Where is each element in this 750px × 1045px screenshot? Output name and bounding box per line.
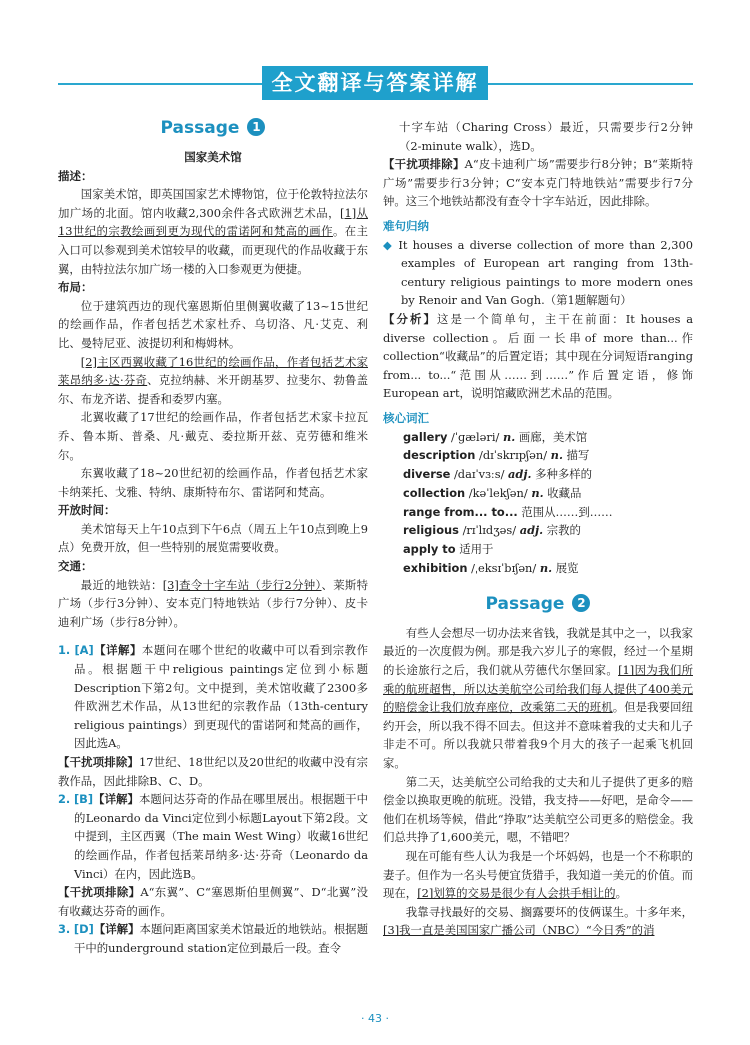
passage-label: Passage: [485, 593, 565, 614]
right-column: [383, 118, 693, 940]
question-2-distractors: 【干扰项排除】A“东翼”、C“塞恩斯伯里侧翼”、D“北翼”没有收藏达芬奇的画作。: [58, 885, 368, 918]
vocab-item: diverse /daɪˈvɜːs/ adj. 多种多样的: [403, 467, 593, 482]
question-3-distractors: 【干扰项排除】A“皮卡迪利广场”需要步行8分钟；B“莱斯特广场”需要步行3分钟；C“安本克门特地铁站”需要步行7分钟。这三个地铁站都没有查令十字车站近，因此排除。: [383, 157, 693, 209]
banner: [0, 66, 750, 102]
vocab-item: gallery /ˈɡæləri/ n. 画廊，美术馆: [403, 429, 588, 444]
question-2-explanation: 2. [B]【详解】本题问达芬奇的作品在哪里展出。根据题干中的Leonardo da Vinci定位到小标题Layout下第2段。文中提到，主区西翼（The main West Wing）收藏16世纪的绘画作品，作者包括莱昂纳多·达·芬奇（Leonardo da Vinci）在内，因此选B。: [58, 792, 368, 881]
banner-line-left: [58, 83, 262, 85]
hard-sentence-heading: 难句归纳: [383, 218, 429, 233]
layout-heading: 布局：: [58, 280, 93, 295]
layout-paragraph-3: 北翼收藏了17世纪的绘画作品，作者包括艺术家卡拉瓦乔、鲁本斯、普桑、凡·戴克、委拉斯开兹、克劳德和维米尔。: [58, 410, 368, 462]
page-title: 全文翻译与答案详解: [262, 66, 488, 100]
vocab-item: range from... to... 范围从……到……: [403, 504, 613, 519]
passage-2-paragraph-3: 现在可能有些人认为我是一个坏妈妈，也是一个不称职的妻子。但作为一名头号便宜货猎手，我知道一美元的价值。而现在，[2]划算的交易是很少有人会拱手相让的。: [383, 849, 693, 901]
bullet-diamond-icon: ◆: [383, 237, 394, 252]
page-number: · 43 ·: [361, 1012, 389, 1025]
passage-2-paragraph-2: 第二天，达美航空公司给我的丈夫和儿子提供了更多的赔偿金以换取更晚的航班。没错，我支持——好吧，是命令——他们在机场等候，借此“挣取”达美航空公司更多的赔偿金。我们总共挣了1,600美元，嗯，不错吧？: [383, 774, 693, 845]
vocab-item: exhibition /ˌeksɪˈbɪʃən/ n. 展览: [403, 561, 579, 576]
passage-number-badge: 1: [247, 118, 265, 136]
passage-1-title: 国家美术馆: [184, 150, 242, 164]
passage-2-heading: [383, 594, 693, 616]
vocab-list: [383, 428, 693, 578]
vocab-item: religious /rɪˈlɪdʒəs/ adj. 宗教的: [403, 523, 581, 538]
passage-2-paragraph-1: 有些人会想尽一切办法来省钱，我就是其中之一，以我家最近的一次度假为例。那是我六岁儿子的寒假，经过一个星期的长途旅行之后，我们就从劳德代尔堡回家。[1]因为我们所乘的航班超售，所以达美航空公司给我们每人提供了400美元的赔偿金让我们放弃座位，改乘第二天的班机。但是我要回纽约开会，所以我不得不回去。但这并不意味着我的丈夫和儿子非走不可。所以我就只带着我9个月大的孩子一起乘飞机回家。: [383, 625, 693, 771]
left-column: [58, 118, 368, 958]
vocab-item: apply to 适用于: [403, 542, 494, 557]
passage-2-paragraph-4: 我靠寻找最好的交易、搁露要坏的伎俩谋生。十多年来，[3]我一直是美国国家广播公司（NBC）“今日秀”的消: [383, 904, 693, 938]
description-text: 国家美术馆，即英国国家艺术博物馆，位于伦敦特拉法尔加广场的北面。馆内收藏2,300余件各式欧洲艺术品，[1]从13世纪的宗教绘画到更为现代的雷诺阿和梵高的画作。在主入口可以参观到美术馆较早的收藏，而更现代的作品收藏于东翼，由特拉法尔加广场一楼的入口参观更为便捷。: [58, 187, 368, 276]
passage-1-heading: [58, 118, 368, 140]
passage-label: Passage: [160, 118, 240, 138]
hours-text: 美术馆每天上午10点到下午6点（周五上午10点到晚上9点）免费开放，但一些特别的展览需要收费。: [58, 521, 368, 555]
question-1-distractors: 【干扰项排除】17世纪、18世纪以及20世纪的收藏中没有宗教作品，因此排除B、C、D。: [58, 755, 368, 788]
vocab-item: description /dɪˈskrɪpʃən/ n. 描写: [403, 448, 590, 463]
layout-paragraph-2: [2]主区西翼收藏了16世纪的绘画作品，作者包括艺术家莱昂纳多·达·芬奇、克拉纳赫、米开朗基罗、拉斐尔、勃鲁盖尔、布龙齐诺、提香和委罗内塞。: [58, 354, 368, 406]
transport-heading: 交通：: [58, 559, 93, 574]
transport-text: 最近的地铁站：[3]查令十字车站（步行2分钟）、莱斯特广场（步行3分钟）、安本克门特地铁站（步行7分钟）、皮卡迪利广场（步行8分钟）。: [58, 577, 368, 629]
question-3-continued: 十字车站（Charing Cross）最近，只需要步行2分钟（2-minute walk），选D。: [399, 120, 693, 153]
banner-line-right: [488, 83, 693, 85]
vocab-item: collection /kəˈlekʃən/ n. 收藏品: [403, 485, 582, 500]
question-1-explanation: 1. [A]【详解】本题问在哪个世纪的收藏中可以看到宗教作品。根据题干中religious paintings定位到小标题Description下第2句。文中提到，美术馆收藏了2300多件欧洲艺术作品，从13世纪的宗教作品（13th-century religious paintings）到更现代的雷诺阿和梵高的画作，因此选A。: [58, 643, 368, 751]
layout-paragraph-1: 位于建筑西边的现代塞恩斯伯里侧翼收藏了13~15世纪的绘画作品，作者包括艺术家杜乔、乌切洛、凡·艾克、利比、曼特尼亚、波提切利和梅姆林。: [58, 298, 368, 350]
vocab-heading: 核心词汇: [383, 410, 429, 425]
passage-number-badge: 2: [572, 594, 590, 612]
question-3-explanation: 3. [D]【详解】本题问距离国家美术馆最近的地铁站。根据题干中的underground station定位到最后一段。查令: [58, 922, 368, 955]
hard-sentence: ◆ It houses a diverse collection of more than 2,300 examples of European art ranging from 13th-century religious paintings to more modern ones by Renoir and Van Gogh.（第1题解题句）: [383, 237, 693, 308]
hours-heading: 开放时间：: [58, 503, 116, 518]
description-heading: 描述：: [58, 168, 93, 183]
layout-paragraph-4: 东翼收藏了18~20世纪初的绘画作品，作者包括艺术家卡纳莱托、戈雅、特纳、康斯特布尔、雷诺阿和梵高。: [58, 466, 368, 499]
sentence-analysis: 【分析】这是一个简单句，主干在前面：It houses a diverse collection。后面一长串of more than...作collection“收藏品”的后置定语；其中现在分词短语ranging from... to...“范围从……到……”作后置定语，修饰European art，说明馆藏欧洲艺术品的范围。: [383, 311, 693, 401]
